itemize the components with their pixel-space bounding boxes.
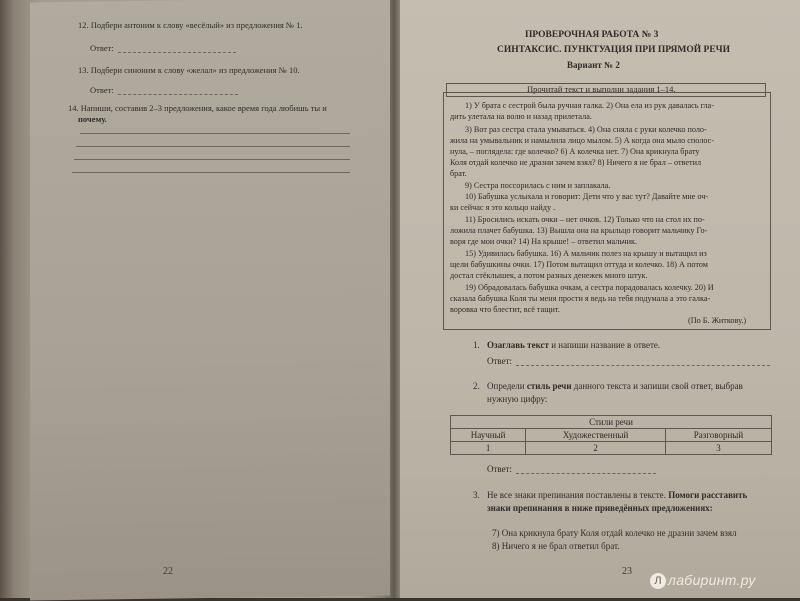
question-12-answer-label: Ответ: bbox=[90, 43, 114, 53]
question-1-text: Озаглавь текст и напиши название в ответе. bbox=[487, 340, 661, 350]
reading-line: брат. bbox=[450, 169, 467, 178]
reading-line: 11) Бросились искать очки – нет очков. 12) Только что на стол их по- bbox=[465, 215, 705, 224]
table-header: Научный bbox=[451, 429, 526, 442]
reading-line: 3) Вот раз сестра стала умываться. 4) Она сняла с руки колечко поло- bbox=[465, 125, 707, 134]
sentence-7: 7) Она крикнула брату Коля отдай колечко не дразни зачем взял bbox=[492, 528, 737, 538]
answer-line-3[interactable] bbox=[74, 159, 350, 160]
reading-line: щели бабушкины очки. 17) Потом вытащил оттуда и колечко. 18) А потом bbox=[450, 260, 708, 269]
reading-line: ложила плачет бабушка. 13) Вышла она на крыльцо говорит мальчику Го- bbox=[450, 226, 708, 235]
question-2-answer-line[interactable] bbox=[516, 473, 656, 474]
speech-styles-table bbox=[450, 415, 772, 455]
table-caption: Стили речи bbox=[451, 416, 772, 429]
question-1-answer-line[interactable] bbox=[516, 365, 770, 366]
watermark: лабиринт.ру bbox=[668, 572, 756, 588]
question-2-text: Определи стиль речи данного текста и запиши свой ответ, выбрав bbox=[487, 381, 743, 391]
question-12-answer-line[interactable] bbox=[118, 52, 236, 53]
question-13-label: 13. Подбери синоним к слову «желал» из предложения № 10. bbox=[78, 65, 300, 75]
reading-line: 1) У брата с сестрой была ручная галка. 2) Она ела из рук давалась гла- bbox=[465, 101, 714, 110]
question-14-label-cont: почему. bbox=[78, 114, 107, 124]
labirint-logo-icon: Л bbox=[650, 573, 666, 589]
reading-line: Коля отдай колечко не дразни зачем взял? 8) Ничего я не брал – ответил bbox=[450, 158, 702, 167]
reading-line: сказала бабушка Коля ты меня прости я ведь на тебя подумала а это галка- bbox=[450, 294, 711, 303]
reading-line: ки сейчас я это кольцо найду . bbox=[450, 203, 556, 212]
question-2-number: 2. bbox=[473, 381, 480, 391]
work-title: ПРОВЕРОЧНАЯ РАБОТА № 3 bbox=[525, 30, 659, 40]
answer-line-2[interactable] bbox=[76, 146, 350, 147]
reading-line: жила на умывальник и намылила лицо мылом. 5) А когда она мыло сполос- bbox=[450, 136, 715, 145]
question-3-text: Не все знаки препинания поставлены в тексте. Помоги расставить bbox=[487, 490, 748, 500]
table-header: Разговорный bbox=[665, 429, 771, 442]
reading-line: 19) Обрадовалась бабушка очкам, а сестра порадовалась колечку. 20) И bbox=[465, 283, 714, 292]
reading-line: воря где мои очки? 14) На крыше! – ответил мальчик. bbox=[450, 237, 637, 246]
question-3-number: 3. bbox=[473, 490, 480, 500]
variant-label: Вариант № 2 bbox=[567, 60, 620, 70]
answer-line-1[interactable] bbox=[80, 133, 350, 134]
table-cell: 1 bbox=[451, 442, 526, 455]
question-13-answer-label: Ответ: bbox=[90, 85, 114, 95]
sentence-8: 8) Ничего я не брал ответил брат. bbox=[492, 541, 620, 551]
question-2-answer-label: Ответ: bbox=[487, 464, 513, 474]
reading-line: 10) Бабушка услыхала и говорит: Дети что у вас тут? Давайте мне оч- bbox=[465, 192, 709, 201]
reading-line: нула, – поглядела: где колечко? 6) А колечка нет. 7) Она крикнула брату bbox=[450, 147, 700, 156]
question-13-answer-line[interactable] bbox=[118, 94, 238, 95]
table-header: Художественный bbox=[526, 429, 666, 442]
page-number-right: 23 bbox=[622, 566, 632, 577]
question-1-answer-label: Ответ: bbox=[487, 356, 513, 366]
reading-source: (По Б. Житкову.) bbox=[688, 316, 747, 325]
answer-line-4[interactable] bbox=[72, 172, 350, 173]
reading-line: дить улетала на волю и назад прилетала. bbox=[450, 112, 592, 121]
question-3-text-cont: знаки препинания в ниже приведённых предложениях: bbox=[487, 503, 713, 513]
question-2-text-cont: нужную цифру: bbox=[487, 394, 548, 404]
reading-line: 9) Сестра поссорилась с ним и заплакала. bbox=[465, 181, 611, 190]
reading-line: 15) Удивилась бабушка. 16) А мальчик полез на крышу и вытащил из bbox=[465, 249, 707, 258]
left-page bbox=[30, 0, 390, 601]
question-1-number: 1. bbox=[473, 340, 480, 350]
task-title: Прочитай текст и выполни задания 1–14. bbox=[527, 84, 676, 94]
question-12-label: 12. Подбери антоним к слову «весёлый» из предложения № 1. bbox=[78, 20, 303, 30]
table-cell: 2 bbox=[526, 442, 666, 455]
question-14-label: 14. Напиши, составив 2–3 предложения, какое время года любишь ты и bbox=[68, 103, 327, 113]
page-number-left: 22 bbox=[163, 566, 173, 577]
reading-line: воровка что блестит, всё тащит. bbox=[450, 305, 560, 314]
reading-line: достал стёклышек, а потом разных денежек много штук. bbox=[450, 271, 648, 280]
table-cell: 3 bbox=[665, 442, 771, 455]
work-subtitle: СИНТАКСИС. ПУНКТУАЦИЯ ПРИ ПРЯМОЙ РЕЧИ bbox=[497, 45, 731, 55]
